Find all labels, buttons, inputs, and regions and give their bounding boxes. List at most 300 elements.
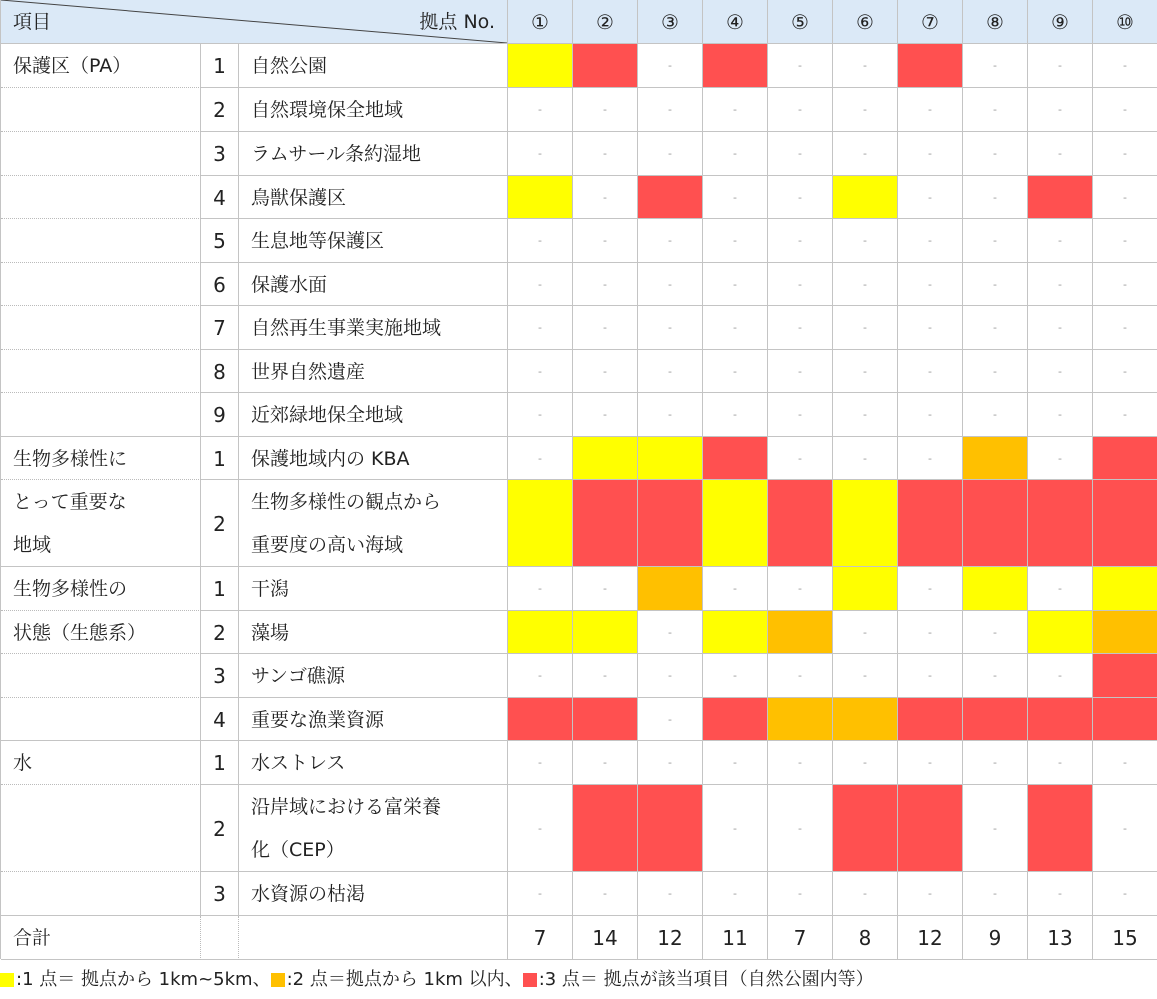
score-cell-site-2: -	[573, 567, 638, 611]
site-header-4	[703, 0, 768, 44]
score-cell-site-10: -	[1093, 219, 1157, 263]
score-cell-site-4: -	[703, 88, 768, 132]
score-cell-site-10: -	[1093, 741, 1157, 785]
score-cell-site-4: -	[703, 132, 768, 176]
total-value: 7	[793, 926, 807, 950]
score-cell-site-5: -	[768, 132, 833, 176]
header-site-label: 拠点 No.	[419, 11, 495, 33]
item-number: 1	[213, 577, 226, 601]
item-name-cell	[239, 306, 508, 350]
score-cell-site-7: -	[898, 219, 963, 263]
score-cell-site-2	[573, 785, 638, 872]
category-cell	[1, 785, 201, 872]
score-cell-site-5	[768, 611, 833, 654]
score-cell-site-3	[638, 785, 703, 872]
item-name: 生物多様性の観点から	[251, 491, 442, 513]
item-name-cell	[239, 176, 508, 219]
score-cell-site-3: -	[638, 219, 703, 263]
score-cell-site-10: -	[1093, 393, 1157, 437]
item-name: 自然環境保全地域	[251, 99, 404, 121]
score-cell-site-1	[508, 480, 573, 567]
score-cell-site-8	[963, 480, 1028, 567]
item-name: 近郊緑地保全地域	[251, 404, 404, 426]
category-cell	[1, 88, 201, 132]
score-cell-site-3: -	[638, 654, 703, 698]
header-item-label: 項目	[13, 11, 52, 33]
score-cell-site-3: -	[638, 741, 703, 785]
total-value: 9	[988, 926, 1002, 950]
score-cell-site-1	[508, 698, 573, 741]
score-cell-site-3	[638, 480, 703, 567]
score-cell-site-7: -	[898, 350, 963, 393]
score-cell-site-4: -	[703, 741, 768, 785]
total-value-site-10	[1093, 916, 1157, 960]
score-cell-site-2: -	[573, 219, 638, 263]
item-name-cell	[239, 219, 508, 263]
score-cell-site-3: -	[638, 88, 703, 132]
score-cell-site-10: -	[1093, 44, 1157, 88]
score-cell-site-7	[898, 698, 963, 741]
score-cell-site-10: -	[1093, 872, 1157, 916]
item-number: 3	[213, 142, 226, 166]
site-header-6	[833, 0, 898, 44]
score-cell-site-6: -	[833, 44, 898, 88]
item-number-cell	[201, 785, 239, 872]
site-number: ⑥	[856, 10, 874, 34]
score-cell-site-6	[833, 698, 898, 741]
item-name: ラムサール条約湿地	[251, 143, 422, 165]
score-cell-site-2: -	[573, 263, 638, 306]
category-cell	[1, 654, 201, 698]
score-cell-site-9: -	[1028, 741, 1093, 785]
item-number-cell	[201, 698, 239, 741]
score-cell-site-1: -	[508, 393, 573, 437]
score-cell-site-2: -	[573, 741, 638, 785]
item-number: 4	[213, 707, 226, 732]
item-number: 4	[213, 185, 226, 210]
total-value: 11	[722, 926, 748, 950]
item-number: 3	[213, 664, 226, 688]
score-cell-site-7: -	[898, 176, 963, 219]
score-cell-site-4	[703, 437, 768, 480]
score-cell-site-4: -	[703, 393, 768, 437]
score-cell-site-5: -	[768, 785, 833, 872]
category-label: 状態（生態系）	[13, 622, 147, 644]
score-cell-site-2	[573, 480, 638, 567]
score-cell-site-5: -	[768, 393, 833, 437]
item-number: 1	[213, 446, 226, 471]
score-cell-site-3: -	[638, 698, 703, 741]
score-cell-site-5	[768, 480, 833, 567]
legend-score-1: :1 点＝ 拠点から 1km~5km、	[16, 969, 271, 990]
score-cell-site-5: -	[768, 263, 833, 306]
item-name: 自然公園	[251, 55, 328, 77]
score-cell-site-8: -	[963, 132, 1028, 176]
item-name-cell	[239, 741, 508, 785]
item-name-cell	[239, 698, 508, 741]
score-cell-site-3: -	[638, 132, 703, 176]
score-cell-site-10	[1093, 654, 1157, 698]
site-header-8	[963, 0, 1028, 44]
header-item-cell	[1, 0, 508, 44]
item-number-cell	[201, 350, 239, 393]
category-cell	[1, 263, 201, 306]
site-header-1	[508, 0, 573, 44]
item-number-cell	[201, 306, 239, 350]
category-label: 水	[13, 752, 33, 774]
item-name-cell	[239, 785, 508, 872]
score-cell-site-8: -	[963, 785, 1028, 872]
site-number: ②	[596, 10, 614, 34]
item-number: 5	[213, 229, 226, 253]
score-cell-site-9	[1028, 698, 1093, 741]
score-cell-site-6: -	[833, 263, 898, 306]
site-number: ⑧	[986, 10, 1004, 34]
item-name-cell	[239, 654, 508, 698]
score-cell-site-8: -	[963, 263, 1028, 306]
category-cell	[1, 219, 201, 263]
total-value: 15	[1112, 926, 1138, 950]
score-cell-site-2: -	[573, 132, 638, 176]
item-name-cell	[239, 393, 508, 437]
item-name-cell	[239, 44, 508, 88]
item-name-cell	[239, 263, 508, 306]
score-cell-site-8: -	[963, 176, 1028, 219]
score-cell-site-7	[898, 785, 963, 872]
score-cell-site-10	[1093, 567, 1157, 611]
score-cell-site-4	[703, 44, 768, 88]
item-number-cell	[201, 219, 239, 263]
score-cell-site-7: -	[898, 741, 963, 785]
score-cell-site-9: -	[1028, 88, 1093, 132]
item-name: 干潟	[251, 578, 290, 600]
item-name: 水ストレス	[251, 752, 346, 774]
score-cell-site-7: -	[898, 263, 963, 306]
score-cell-site-5: -	[768, 437, 833, 480]
item-number-cell	[201, 611, 239, 654]
score-cell-site-5: -	[768, 44, 833, 88]
score-cell-site-8: -	[963, 611, 1028, 654]
category-label: 生物多様性の	[13, 578, 128, 600]
score-cell-site-9: -	[1028, 219, 1093, 263]
score-cell-site-4: -	[703, 785, 768, 872]
item-name-cell	[239, 437, 508, 480]
item-number: 2	[213, 816, 226, 841]
score-cell-site-3: -	[638, 393, 703, 437]
score-cell-site-4: -	[703, 654, 768, 698]
score-cell-site-4: -	[703, 176, 768, 219]
total-value-site-2	[573, 916, 638, 960]
total-blank-cell	[201, 916, 239, 960]
score-cell-site-5: -	[768, 872, 833, 916]
total-value-site-5	[768, 916, 833, 960]
score-cell-site-6: -	[833, 872, 898, 916]
score-cell-site-10: -	[1093, 263, 1157, 306]
score-cell-site-8	[963, 437, 1028, 480]
score-cell-site-2	[573, 698, 638, 741]
score-cell-site-4: -	[703, 219, 768, 263]
score-cell-site-10: -	[1093, 350, 1157, 393]
score-cell-site-8: -	[963, 306, 1028, 350]
item-name: 鳥獣保護区	[251, 186, 347, 209]
site-header-9	[1028, 0, 1093, 44]
score-cell-site-8: -	[963, 219, 1028, 263]
score-cell-site-7: -	[898, 611, 963, 654]
score-cell-site-1	[508, 611, 573, 654]
score-cell-site-6	[833, 176, 898, 219]
item-number: 6	[213, 272, 226, 297]
total-value-site-7	[898, 916, 963, 960]
score-cell-site-8	[963, 698, 1028, 741]
score-cell-site-1: -	[508, 350, 573, 393]
item-name-cell	[239, 88, 508, 132]
score-cell-site-2	[573, 437, 638, 480]
score-cell-site-10: -	[1093, 785, 1157, 872]
score-cell-site-8: -	[963, 741, 1028, 785]
legend	[0, 966, 874, 994]
score-cell-site-1: -	[508, 306, 573, 350]
score-cell-site-4: -	[703, 872, 768, 916]
score-cell-site-4: -	[703, 350, 768, 393]
score-cell-site-10: -	[1093, 132, 1157, 176]
score-cell-site-2: -	[573, 872, 638, 916]
score-cell-site-6: -	[833, 437, 898, 480]
item-name: 重要度の高い海域	[251, 534, 404, 556]
score-cell-site-8: -	[963, 88, 1028, 132]
item-number-cell	[201, 393, 239, 437]
score-cell-site-8: -	[963, 393, 1028, 437]
score-cell-site-5: -	[768, 350, 833, 393]
total-value: 13	[1047, 926, 1073, 950]
item-number: 2	[213, 620, 226, 645]
score-cell-site-9: -	[1028, 393, 1093, 437]
total-label-cell	[1, 916, 201, 960]
score-cell-site-1: -	[508, 785, 573, 872]
score-cell-site-2: -	[573, 88, 638, 132]
score-cell-site-10: -	[1093, 88, 1157, 132]
total-value-site-9	[1028, 916, 1093, 960]
score-cell-site-5: -	[768, 306, 833, 350]
total-label: 合計	[13, 927, 52, 949]
score-cell-site-3: -	[638, 872, 703, 916]
category-cell	[1, 132, 201, 176]
item-name: 自然再生事業実施地域	[251, 317, 442, 339]
item-number: 8	[213, 359, 226, 384]
score-cell-site-5: -	[768, 176, 833, 219]
item-name: 藻場	[251, 621, 290, 644]
score-cell-site-6: -	[833, 741, 898, 785]
site-number: ⑦	[921, 10, 939, 34]
score-cell-site-7: -	[898, 654, 963, 698]
item-number: 7	[213, 316, 226, 340]
site-header-3	[638, 0, 703, 44]
score-cell-site-4	[703, 698, 768, 741]
score-cell-site-6: -	[833, 350, 898, 393]
site-number: ④	[726, 10, 744, 34]
total-value: 12	[917, 926, 943, 950]
category-cell	[1, 306, 201, 350]
score-cell-site-6	[833, 785, 898, 872]
site-number: ①	[531, 10, 549, 34]
site-header-10	[1093, 0, 1157, 44]
score-cell-site-1: -	[508, 219, 573, 263]
item-number-cell	[201, 88, 239, 132]
item-name: 水資源の枯渇	[251, 883, 366, 905]
item-number-cell	[201, 437, 239, 480]
category-label: 保護区（PA）	[13, 55, 132, 77]
item-name: 保護地域内の KBA	[251, 447, 410, 470]
site-number: ⑨	[1051, 10, 1069, 34]
score-cell-site-3: -	[638, 44, 703, 88]
item-name-cell	[239, 480, 508, 567]
total-value: 14	[592, 926, 618, 950]
score-cell-site-9: -	[1028, 437, 1093, 480]
score-cell-site-9: -	[1028, 306, 1093, 350]
score-cell-site-1	[508, 176, 573, 219]
item-name-cell	[239, 872, 508, 916]
score-cell-site-7: -	[898, 393, 963, 437]
score-cell-site-2: -	[573, 176, 638, 219]
score-cell-site-7	[898, 480, 963, 567]
legend-score-2: :2 点＝拠点から 1km 以内、	[286, 969, 523, 990]
score-cell-site-8	[963, 567, 1028, 611]
item-name: 世界自然遺産	[251, 360, 366, 383]
score-cell-site-3: -	[638, 263, 703, 306]
score-cell-site-7: -	[898, 567, 963, 611]
score-cell-site-6: -	[833, 306, 898, 350]
total-value: 8	[858, 926, 872, 950]
score-cell-site-5: -	[768, 88, 833, 132]
score-cell-site-9: -	[1028, 44, 1093, 88]
score-cell-site-3: -	[638, 350, 703, 393]
category-cell	[1, 393, 201, 437]
item-number: 1	[213, 54, 226, 78]
score-cell-site-9: -	[1028, 263, 1093, 306]
score-cell-site-7: -	[898, 437, 963, 480]
score-cell-site-4	[703, 480, 768, 567]
total-value-site-3	[638, 916, 703, 960]
item-name: サンゴ礁源	[251, 665, 346, 687]
item-name: 化（CEP）	[251, 839, 345, 861]
item-number-cell	[201, 480, 239, 567]
score-cell-site-4: -	[703, 306, 768, 350]
score-cell-site-10	[1093, 611, 1157, 654]
score-cell-site-9	[1028, 176, 1093, 219]
score-cell-site-7: -	[898, 872, 963, 916]
score-cell-site-1: -	[508, 132, 573, 176]
score-cell-site-9: -	[1028, 872, 1093, 916]
category-label: 地域	[13, 534, 52, 556]
score-cell-site-9	[1028, 611, 1093, 654]
score-cell-site-6	[833, 480, 898, 567]
site-header-7	[898, 0, 963, 44]
score-cell-site-6: -	[833, 611, 898, 654]
score-cell-site-6	[833, 567, 898, 611]
score-cell-site-8: -	[963, 872, 1028, 916]
site-header-2	[573, 0, 638, 44]
item-number-cell	[201, 176, 239, 219]
item-number-cell	[201, 654, 239, 698]
score-cell-site-3	[638, 176, 703, 219]
score-cell-site-2	[573, 611, 638, 654]
score-cell-site-6: -	[833, 219, 898, 263]
score-cell-site-7: -	[898, 88, 963, 132]
score-cell-site-5: -	[768, 654, 833, 698]
legend-swatch-score-2	[271, 973, 285, 987]
category-cell	[1, 698, 201, 741]
score-cell-site-10	[1093, 480, 1157, 567]
score-cell-site-1: -	[508, 263, 573, 306]
item-name: 生息地等保護区	[251, 230, 385, 252]
score-cell-site-8: -	[963, 350, 1028, 393]
score-cell-site-3: -	[638, 611, 703, 654]
score-cell-site-7: -	[898, 306, 963, 350]
score-cell-site-1: -	[508, 654, 573, 698]
score-cell-site-5: -	[768, 219, 833, 263]
score-cell-site-2	[573, 44, 638, 88]
score-cell-site-6: -	[833, 393, 898, 437]
item-number: 2	[213, 511, 226, 536]
score-cell-site-9	[1028, 480, 1093, 567]
score-cell-site-2: -	[573, 654, 638, 698]
item-number-cell	[201, 567, 239, 611]
item-number: 2	[213, 98, 226, 122]
item-number-cell	[201, 872, 239, 916]
item-name-cell	[239, 611, 508, 654]
item-name-cell	[239, 567, 508, 611]
item-name-cell	[239, 132, 508, 176]
score-cell-site-3	[638, 567, 703, 611]
score-cell-site-1: -	[508, 872, 573, 916]
item-number: 1	[213, 751, 226, 775]
score-cell-site-9: -	[1028, 132, 1093, 176]
score-cell-site-10	[1093, 698, 1157, 741]
score-cell-site-5: -	[768, 741, 833, 785]
score-cell-site-1: -	[508, 437, 573, 480]
score-cell-site-10: -	[1093, 306, 1157, 350]
score-cell-site-7: -	[898, 132, 963, 176]
category-cell	[1, 872, 201, 916]
item-name: 沿岸域における富栄養	[251, 796, 442, 818]
total-value-site-4	[703, 916, 768, 960]
item-number: 3	[213, 882, 226, 906]
site-number: ⑤	[791, 10, 809, 34]
legend-swatch-score-1	[0, 973, 14, 987]
category-label: 生物多様性に	[13, 448, 128, 470]
item-name-cell	[239, 350, 508, 393]
total-value-site-1	[508, 916, 573, 960]
category-cell	[1, 176, 201, 219]
total-value: 12	[657, 926, 683, 950]
score-cell-site-5: -	[768, 567, 833, 611]
item-number-cell	[201, 741, 239, 785]
score-cell-site-1: -	[508, 567, 573, 611]
category-label: とって重要な	[13, 491, 127, 513]
score-cell-site-7	[898, 44, 963, 88]
score-cell-site-1	[508, 44, 573, 88]
total-blank-cell	[239, 916, 508, 960]
score-cell-site-3: -	[638, 306, 703, 350]
total-value: 7	[533, 926, 547, 950]
score-cell-site-10	[1093, 437, 1157, 480]
score-cell-site-2: -	[573, 306, 638, 350]
item-number-cell	[201, 44, 239, 88]
item-number: 9	[213, 403, 226, 427]
score-cell-site-10: -	[1093, 176, 1157, 219]
total-value-site-6	[833, 916, 898, 960]
site-header-5	[768, 0, 833, 44]
item-name: 重要な漁業資源	[251, 708, 385, 731]
